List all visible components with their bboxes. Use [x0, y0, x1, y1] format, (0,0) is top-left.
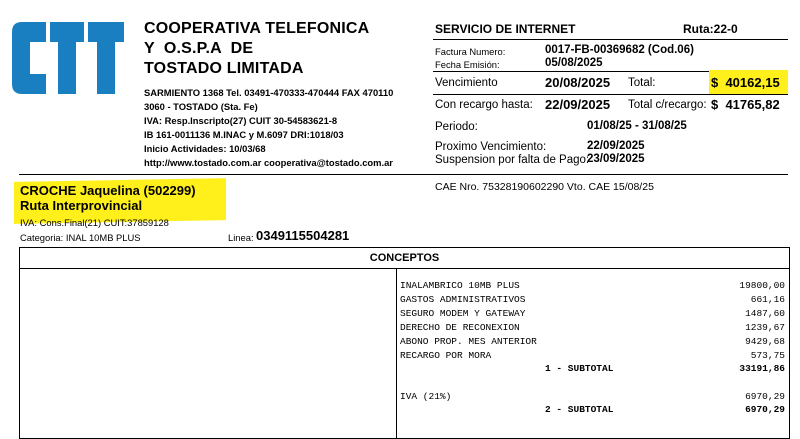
periodo-label: Periodo:	[435, 121, 478, 133]
linea-label: Linea:	[228, 232, 254, 243]
company-logo	[12, 22, 124, 94]
concept-row	[400, 307, 785, 321]
concept-row	[400, 349, 785, 363]
recargo-label: Con recargo hasta:	[435, 99, 533, 111]
concept-desc: SEGURO MODEM Y GATEWAY	[400, 308, 526, 319]
periodo-value: 01/08/25 - 31/08/25	[587, 120, 687, 132]
subtotal-row	[400, 403, 785, 417]
company-inicio: Inicio Actividades: 10/03/68	[144, 143, 266, 154]
total-recargo-label: Total c/recargo:	[628, 99, 707, 111]
company-name-line: TOSTADO LIMITADA	[144, 60, 304, 77]
company-address: SARMIENTO 1368 Tel. 03491-470333-470444 FAX 470110	[144, 87, 394, 98]
customer-categoria: Categoria: INAL 10MB PLUS	[20, 232, 141, 243]
factura-label: Factura Numero:	[435, 46, 506, 57]
ruta-label: Ruta:22-0	[683, 22, 738, 36]
suspension-date: 23/09/2025	[587, 153, 645, 165]
subtotal-label: 2 - SUBTOTAL	[545, 404, 614, 415]
company-ib: IB 161-0011136 M.INAC y M.6097 DRI:1018/03	[144, 129, 344, 140]
concept-desc: RECARGO POR MORA	[400, 350, 492, 361]
total-amount: $ 40162,15	[711, 75, 780, 90]
conceptos-title: CONCEPTOS	[20, 248, 789, 269]
concept-row	[400, 335, 785, 349]
concept-desc: INALAMBRICO 10MB PLUS	[400, 280, 520, 291]
iva-desc: IVA (21%)	[400, 391, 452, 402]
customer-block	[20, 183, 196, 213]
customer-iva: IVA: Cons.Final(21) CUIT:37859128	[20, 217, 169, 228]
concept-desc: ABONO PROP. MES ANTERIOR	[400, 336, 537, 347]
company-name-line: Y O.S.P.A DE	[144, 40, 254, 57]
concept-desc: GASTOS ADMINISTRATIVOS	[400, 294, 526, 305]
emision-label: Fecha Emisión:	[435, 59, 500, 70]
concept-desc: DERECHO DE RECONEXION	[400, 322, 520, 333]
subtotal-row	[400, 362, 785, 376]
concept-row	[400, 293, 785, 307]
company-web: http://www.tostado.com.ar cooperativa@tostado.com.ar	[144, 157, 393, 168]
prox-venc-label: Proximo Vencimiento:	[435, 141, 547, 153]
service-title: SERVICIO DE INTERNET	[435, 22, 576, 36]
suspension-label: Suspension por falta de Pago:	[435, 154, 590, 166]
total-recargo-amount: $ 41765,82	[711, 97, 780, 112]
divider	[433, 39, 788, 40]
concept-row	[400, 321, 785, 335]
vencimiento-label: Vencimiento	[435, 77, 498, 89]
company-info	[144, 86, 393, 170]
concept-amount: 19800,00	[739, 280, 785, 291]
subtotal-amount: 33191,86	[739, 363, 785, 374]
company-iva: IVA: Resp.Inscripto(27) CUIT 30-54583621-8	[144, 115, 338, 126]
customer-name: CROCHE Jaquelina (502299)	[20, 183, 196, 198]
factura-number: 0017-FB-00369682 (Cod.06)	[545, 44, 694, 56]
cae-info: CAE Nro. 75328190602290 Vto. CAE 15/08/25	[435, 181, 654, 193]
subtotal-label: 1 - SUBTOTAL	[545, 363, 614, 374]
concept-amount: 1487,60	[745, 308, 785, 319]
emision-date: 05/08/2025	[545, 57, 603, 69]
subtotal-amount: 6970,29	[745, 404, 785, 415]
concept-row	[400, 279, 785, 293]
total-label: Total:	[628, 77, 656, 89]
conceptos-table	[19, 247, 790, 439]
recargo-date: 22/09/2025	[545, 97, 611, 112]
iva-row	[400, 390, 785, 404]
vencimiento-date: 20/08/2025	[545, 75, 611, 90]
concept-amount: 661,16	[750, 294, 785, 305]
customer-route: Ruta Interprovincial	[20, 198, 143, 213]
iva-amount: 6970,29	[745, 391, 785, 402]
company-name-line: COOPERATIVA TELEFONICA	[144, 20, 370, 37]
divider	[19, 174, 788, 175]
company-name	[144, 19, 369, 79]
divider	[433, 94, 788, 95]
linea-number: 0349115504281	[256, 228, 350, 243]
prox-venc-date: 22/09/2025	[587, 140, 645, 152]
concept-amount: 573,75	[750, 350, 785, 361]
company-city: 3060 - TOSTADO (Sta. Fe)	[144, 101, 258, 112]
column-divider	[396, 269, 397, 438]
concept-amount: 9429,68	[745, 336, 785, 347]
concept-amount: 1239,67	[745, 322, 785, 333]
